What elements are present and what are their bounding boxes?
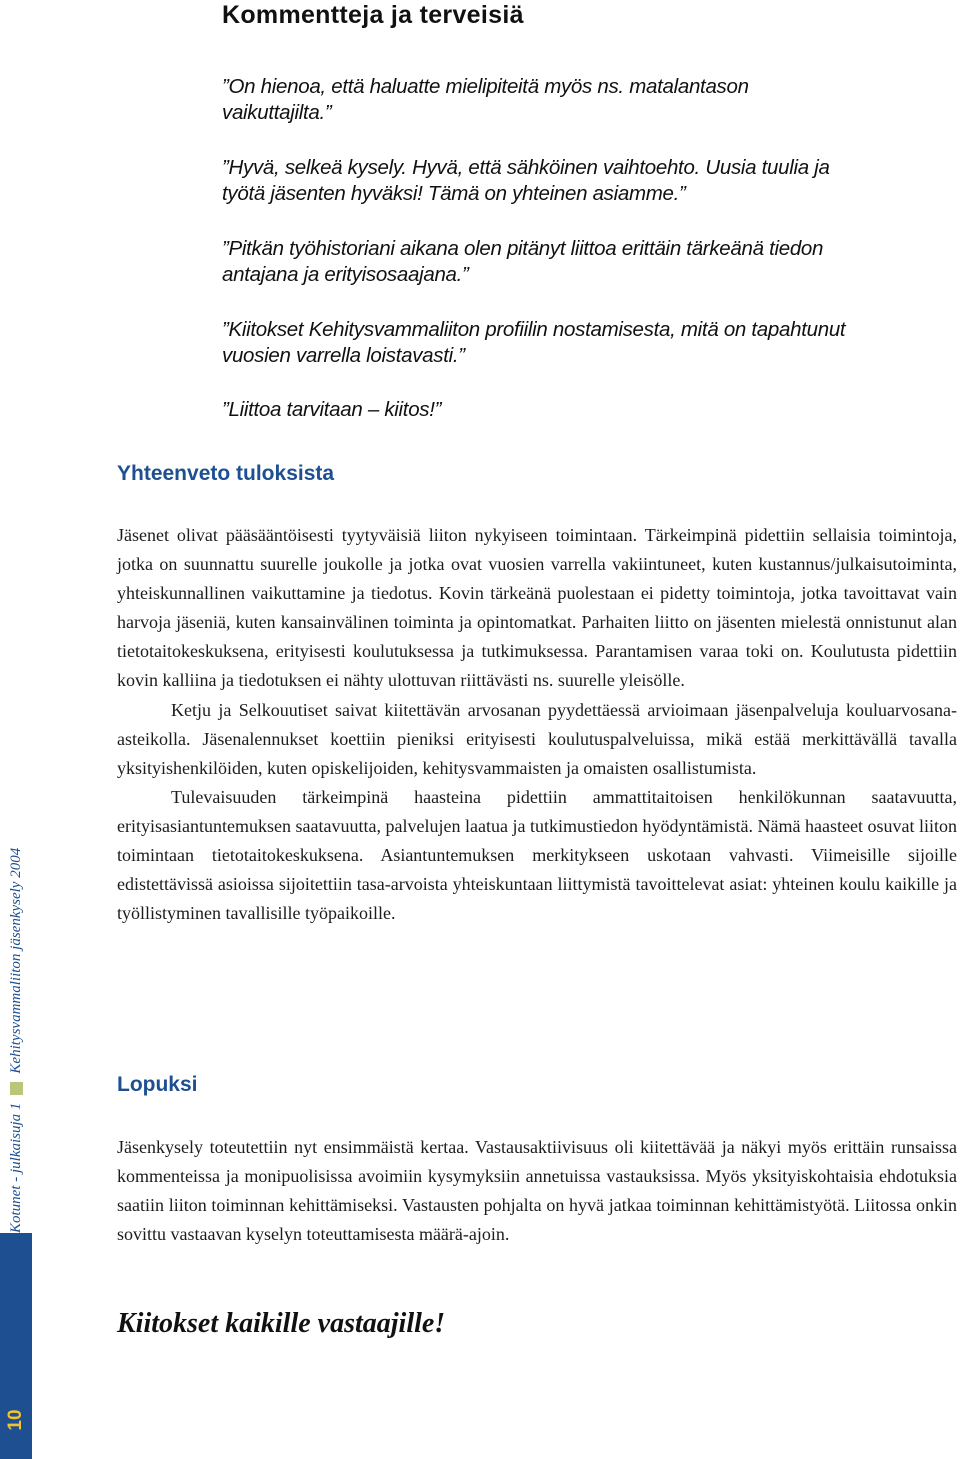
quote-item: ”Hyvä, selkeä kysely. Hyvä, että sähköinen vaihtoehto. Uusia tuulia ja työtä jäsenten hyväksi! Tämä on yhteinen asiamme.” — [222, 156, 830, 205]
series-label: Kotunet - julkaisuja 1 — [8, 1102, 24, 1233]
conclusion-heading: Lopuksi — [117, 1073, 198, 1096]
quote-item: ”On hienoa, että haluatte mielipiteitä myös ns. matalantason vaikuttajilta.” — [222, 75, 749, 124]
summary-paragraph: Jäsenet olivat pääsääntöisesti tyytyväisiä liiton nykyiseen toimintaan. Tärkeimpinä pidettiin sellaisia toimintoja, jotka on suunnattu suurelle joukolle ja jotka ovat vuosien varrella vakiintuneet, kuten kustannus/julkaisutoiminta, yhteiskunnallinen vaikuttamine ja tiedotus. Kovin tärkeänä puolestaan ei pidetty toimintoja, jotka tavoittavat vain harvoja jäseniä, kuten kansainvälinen toiminta ja opintomatkat. Parhaiten liitto on jäsenten mielestä onnistunut alan tietotaitokeskuksena, erityisesti koulutuksessa ja tutkimuksessa. Parantamisen varaa toki on. Koulutusta pidettiin kovin kalliina ja tiedotuksen ei nähty ulottuvan riittävästi ns. suurelle yleisölle. — [117, 525, 957, 691]
conclusion-body — [117, 1133, 957, 1249]
quote-item: ”Kiitokset Kehitysvammaliiton profiilin nostamisesta, mitä on tapahtunut vuosien varrella loistavasti.” — [222, 318, 846, 367]
separator-square — [10, 1082, 23, 1095]
quote-item: ”Pitkän työhistoriani aikana olen pitänyt liittoa erittäin tärkeänä tiedon antajana ja erityisosaajana.” — [222, 237, 824, 286]
summary-paragraph: Tulevaisuuden tärkeimpinä haasteina pidettiin ammattitaitoisen henkilökunnan saatavuutta, erityisasiantuntemuksen saatavuutta, palvelujen laatua ja tutkimustiedon hyödyntämistä. Nämä haasteet osuvat liiton toimintaan tietotaitokeskuksena. Asiantuntemuksen merkitykseen uskotaan vahvasti. Viimeisille sijoille edistettävissä asioissa sijoitettiin tasa-arvoista yhteiskuntaan liittymistä tavoittelevat asiat: yhteinen koulu kaikille ja työllistyminen tavallisille työpaikoille. — [117, 786, 957, 924]
conclusion-paragraph: Jäsenkysely toteutettiin nyt ensimmäistä kertaa. Vastausaktiivisuus oli kiitettävää ja näkyi myös erittäin runsaissa kommenteissa ja monipuolisissa avoimiin kysymyksiin annetuissa vastauksissa. Myös yksityiskohtaisia ehdotuksia saatiin liiton toiminnan kehittämiseksi. Vastausten pohjalta on hyvä jatkaa toiminnan kehittämistyötä. Liitossa onkin sovittu vastaavan kyselyn toteuttamisesta määrä-ajoin. — [117, 1137, 957, 1245]
comments-box — [222, 0, 882, 430]
summary-paragraph: Ketju ja Selkouutiset saivat kiitettävän arvosanan pyydettäessä arvioimaan jäsenpalveluja kouluarvosana-asteikolla. Jäsenalennukset koettiin pieniksi erityisesti koulutuspalveluissa, mikä estää merkittävällä tavalla yksityishenkilöiden, kuten opiskelijoiden, kehitysvammaisten ja omaisten osallistumista. — [117, 699, 957, 778]
summary-heading: Yhteenveto tuloksista — [117, 462, 335, 485]
summary-body — [117, 521, 957, 928]
page-number: 10 — [5, 1409, 26, 1431]
closing-thanks: Kiitokset kaikille vastaajille! — [117, 1308, 446, 1339]
quote-item: ”Liittoa tarvitaan – kiitos!” — [222, 398, 442, 421]
running-footer — [8, 848, 25, 1233]
publication-label: Kehitysvammaliiton jäsenkysely 2004 — [8, 847, 24, 1074]
comments-title: Kommentteja ja terveisiä — [222, 1, 524, 29]
